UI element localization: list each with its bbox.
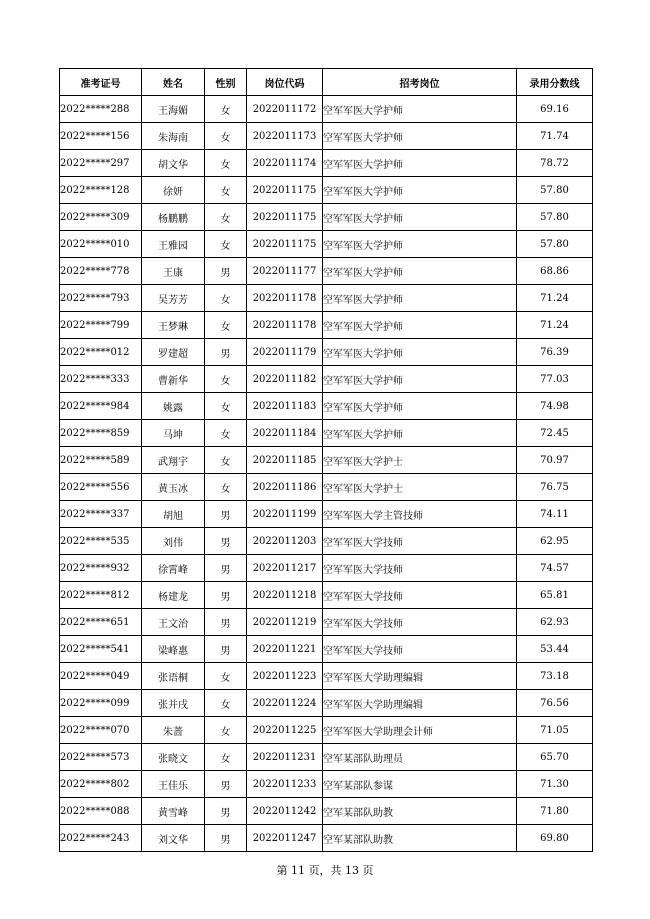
cell-gender: 女 bbox=[205, 96, 247, 123]
cell-name: 徐霄峰 bbox=[142, 555, 205, 582]
cell-post: 空军某部队助教 bbox=[323, 825, 517, 852]
cell-exam-id: 2022*****012 bbox=[60, 339, 142, 366]
cell-name: 王佳乐 bbox=[142, 771, 205, 798]
cell-score: 71.24 bbox=[517, 285, 593, 312]
cell-gender: 男 bbox=[205, 636, 247, 663]
table-row bbox=[60, 312, 593, 339]
cell-exam-id: 2022*****778 bbox=[60, 258, 142, 285]
table-row bbox=[60, 285, 593, 312]
cell-post-code: 2022011178 bbox=[247, 285, 323, 312]
cell-exam-id: 2022*****128 bbox=[60, 177, 142, 204]
cell-post-code: 2022011223 bbox=[247, 663, 323, 690]
cell-score: 57.80 bbox=[517, 231, 593, 258]
cell-gender: 男 bbox=[205, 555, 247, 582]
cell-score: 74.98 bbox=[517, 393, 593, 420]
cell-name: 张晓文 bbox=[142, 744, 205, 771]
cell-post: 空军军医大学护师 bbox=[323, 96, 517, 123]
table-row bbox=[60, 825, 593, 852]
cell-name: 曹新华 bbox=[142, 366, 205, 393]
cell-gender: 男 bbox=[205, 609, 247, 636]
cell-score: 71.05 bbox=[517, 717, 593, 744]
cell-exam-id: 2022*****309 bbox=[60, 204, 142, 231]
table-row bbox=[60, 366, 593, 393]
cell-post: 空军某部队参谋 bbox=[323, 771, 517, 798]
cell-gender: 男 bbox=[205, 771, 247, 798]
cell-name: 张语桐 bbox=[142, 663, 205, 690]
cell-gender: 女 bbox=[205, 285, 247, 312]
table-row bbox=[60, 582, 593, 609]
cell-score: 57.80 bbox=[517, 177, 593, 204]
cell-score: 72.45 bbox=[517, 420, 593, 447]
cell-post: 空军军医大学护师 bbox=[323, 123, 517, 150]
cell-score: 71.24 bbox=[517, 312, 593, 339]
cell-exam-id: 2022*****070 bbox=[60, 717, 142, 744]
cell-name: 胡文华 bbox=[142, 150, 205, 177]
cell-gender: 女 bbox=[205, 204, 247, 231]
cell-exam-id: 2022*****535 bbox=[60, 528, 142, 555]
cell-score: 73.18 bbox=[517, 663, 593, 690]
header-post-code: 岗位代码 bbox=[247, 69, 323, 96]
cell-gender: 女 bbox=[205, 663, 247, 690]
cell-name: 朱海南 bbox=[142, 123, 205, 150]
cell-name: 吴芳芳 bbox=[142, 285, 205, 312]
cell-exam-id: 2022*****799 bbox=[60, 312, 142, 339]
admission-table bbox=[59, 68, 593, 852]
table-row bbox=[60, 636, 593, 663]
cell-post-code: 2022011174 bbox=[247, 150, 323, 177]
cell-exam-id: 2022*****049 bbox=[60, 663, 142, 690]
cell-post: 空军军医大学护师 bbox=[323, 312, 517, 339]
cell-post: 空军军医大学主管技师 bbox=[323, 501, 517, 528]
cell-score: 70.97 bbox=[517, 447, 593, 474]
cell-gender: 女 bbox=[205, 420, 247, 447]
cell-score: 77.03 bbox=[517, 366, 593, 393]
table-row bbox=[60, 501, 593, 528]
cell-post: 空军军医大学护师 bbox=[323, 339, 517, 366]
cell-exam-id: 2022*****651 bbox=[60, 609, 142, 636]
cell-post: 空军军医大学护士 bbox=[323, 474, 517, 501]
cell-post-code: 2022011203 bbox=[247, 528, 323, 555]
page-number: 第 11 页，共 13 页 bbox=[276, 864, 374, 877]
cell-name: 刘文华 bbox=[142, 825, 205, 852]
cell-name: 杨鹏鹏 bbox=[142, 204, 205, 231]
cell-score: 69.80 bbox=[517, 825, 593, 852]
cell-post-code: 2022011172 bbox=[247, 96, 323, 123]
cell-exam-id: 2022*****812 bbox=[60, 582, 142, 609]
table-row bbox=[60, 123, 593, 150]
cell-exam-id: 2022*****099 bbox=[60, 690, 142, 717]
cell-post-code: 2022011185 bbox=[247, 447, 323, 474]
cell-score: 78.72 bbox=[517, 150, 593, 177]
cell-exam-id: 2022*****088 bbox=[60, 798, 142, 825]
cell-exam-id: 2022*****288 bbox=[60, 96, 142, 123]
cell-post: 空军军医大学护师 bbox=[323, 231, 517, 258]
cell-name: 张并戌 bbox=[142, 690, 205, 717]
cell-exam-id: 2022*****243 bbox=[60, 825, 142, 852]
cell-post: 空军军医大学助理编辑 bbox=[323, 663, 517, 690]
cell-post: 空军军医大学助理会计师 bbox=[323, 717, 517, 744]
cell-score: 65.70 bbox=[517, 744, 593, 771]
cell-post: 空军军医大学护师 bbox=[323, 285, 517, 312]
cell-post-code: 2022011224 bbox=[247, 690, 323, 717]
cell-exam-id: 2022*****010 bbox=[60, 231, 142, 258]
cell-exam-id: 2022*****932 bbox=[60, 555, 142, 582]
cell-gender: 女 bbox=[205, 312, 247, 339]
cell-name: 杨建龙 bbox=[142, 582, 205, 609]
cell-gender: 男 bbox=[205, 528, 247, 555]
cell-post: 空军某部队助教 bbox=[323, 798, 517, 825]
cell-gender: 女 bbox=[205, 474, 247, 501]
cell-name: 姚露 bbox=[142, 393, 205, 420]
cell-post-code: 2022011217 bbox=[247, 555, 323, 582]
cell-post: 空军军医大学技师 bbox=[323, 582, 517, 609]
header-name: 姓名 bbox=[142, 69, 205, 96]
cell-post-code: 2022011175 bbox=[247, 231, 323, 258]
cell-name: 武翔宇 bbox=[142, 447, 205, 474]
table-row bbox=[60, 177, 593, 204]
cell-gender: 男 bbox=[205, 798, 247, 825]
cell-score: 65.81 bbox=[517, 582, 593, 609]
cell-gender: 女 bbox=[205, 447, 247, 474]
cell-gender: 女 bbox=[205, 123, 247, 150]
table-row bbox=[60, 690, 593, 717]
cell-name: 王文治 bbox=[142, 609, 205, 636]
cell-name: 王梦琳 bbox=[142, 312, 205, 339]
table-row bbox=[60, 609, 593, 636]
cell-score: 76.75 bbox=[517, 474, 593, 501]
cell-post: 空军某部队助理员 bbox=[323, 744, 517, 771]
cell-post-code: 2022011184 bbox=[247, 420, 323, 447]
cell-gender: 男 bbox=[205, 339, 247, 366]
cell-gender: 女 bbox=[205, 393, 247, 420]
cell-post: 空军军医大学护师 bbox=[323, 150, 517, 177]
cell-score: 57.80 bbox=[517, 204, 593, 231]
cell-name: 王雅园 bbox=[142, 231, 205, 258]
cell-post-code: 2022011225 bbox=[247, 717, 323, 744]
cell-post: 空军军医大学护师 bbox=[323, 177, 517, 204]
cell-score: 76.56 bbox=[517, 690, 593, 717]
cell-post-code: 2022011183 bbox=[247, 393, 323, 420]
table-row bbox=[60, 717, 593, 744]
cell-post-code: 2022011219 bbox=[247, 609, 323, 636]
cell-score: 71.30 bbox=[517, 771, 593, 798]
cell-name: 罗建超 bbox=[142, 339, 205, 366]
header-exam-id: 准考证号 bbox=[60, 69, 142, 96]
cell-exam-id: 2022*****333 bbox=[60, 366, 142, 393]
cell-post-code: 2022011182 bbox=[247, 366, 323, 393]
table-body bbox=[60, 96, 593, 852]
cell-post: 空军军医大学护师 bbox=[323, 258, 517, 285]
cell-score: 68.86 bbox=[517, 258, 593, 285]
table-row bbox=[60, 474, 593, 501]
table-row bbox=[60, 258, 593, 285]
cell-name: 徐妍 bbox=[142, 177, 205, 204]
header-post: 招考岗位 bbox=[323, 69, 517, 96]
cell-gender: 男 bbox=[205, 582, 247, 609]
cell-post: 空军军医大学护师 bbox=[323, 204, 517, 231]
cell-name: 黄雪峰 bbox=[142, 798, 205, 825]
cell-post: 空军军医大学技师 bbox=[323, 636, 517, 663]
table-row bbox=[60, 771, 593, 798]
cell-post-code: 2022011247 bbox=[247, 825, 323, 852]
cell-post: 空军军医大学护师 bbox=[323, 393, 517, 420]
cell-post-code: 2022011233 bbox=[247, 771, 323, 798]
table-row bbox=[60, 798, 593, 825]
cell-gender: 女 bbox=[205, 150, 247, 177]
cell-name: 王海媚 bbox=[142, 96, 205, 123]
cell-post: 空军军医大学护师 bbox=[323, 366, 517, 393]
header-gender: 性别 bbox=[205, 69, 247, 96]
cell-name: 黄玉冰 bbox=[142, 474, 205, 501]
cell-post: 空军军医大学技师 bbox=[323, 609, 517, 636]
cell-score: 74.57 bbox=[517, 555, 593, 582]
table-row bbox=[60, 150, 593, 177]
cell-post-code: 2022011175 bbox=[247, 177, 323, 204]
cell-name: 王康 bbox=[142, 258, 205, 285]
cell-post-code: 2022011173 bbox=[247, 123, 323, 150]
table-row bbox=[60, 393, 593, 420]
table-row bbox=[60, 339, 593, 366]
cell-post-code: 2022011177 bbox=[247, 258, 323, 285]
cell-score: 74.11 bbox=[517, 501, 593, 528]
table-row bbox=[60, 420, 593, 447]
cell-score: 69.16 bbox=[517, 96, 593, 123]
cell-score: 71.80 bbox=[517, 798, 593, 825]
cell-post: 空军军医大学护士 bbox=[323, 447, 517, 474]
cell-exam-id: 2022*****556 bbox=[60, 474, 142, 501]
cell-gender: 男 bbox=[205, 501, 247, 528]
cell-exam-id: 2022*****793 bbox=[60, 285, 142, 312]
cell-exam-id: 2022*****802 bbox=[60, 771, 142, 798]
cell-name: 胡旭 bbox=[142, 501, 205, 528]
cell-gender: 女 bbox=[205, 231, 247, 258]
cell-score: 62.95 bbox=[517, 528, 593, 555]
cell-exam-id: 2022*****297 bbox=[60, 150, 142, 177]
cell-exam-id: 2022*****589 bbox=[60, 447, 142, 474]
cell-gender: 女 bbox=[205, 177, 247, 204]
cell-post-code: 2022011175 bbox=[247, 204, 323, 231]
table-row bbox=[60, 555, 593, 582]
cell-post-code: 2022011231 bbox=[247, 744, 323, 771]
cell-gender: 男 bbox=[205, 258, 247, 285]
cell-post-code: 2022011218 bbox=[247, 582, 323, 609]
header-score: 录用分数线 bbox=[517, 69, 593, 96]
cell-exam-id: 2022*****984 bbox=[60, 393, 142, 420]
cell-gender: 女 bbox=[205, 744, 247, 771]
table-row bbox=[60, 663, 593, 690]
table-row bbox=[60, 528, 593, 555]
table-row bbox=[60, 744, 593, 771]
cell-name: 朱蔷 bbox=[142, 717, 205, 744]
cell-post: 空军军医大学助理编辑 bbox=[323, 690, 517, 717]
header-row bbox=[60, 69, 593, 96]
cell-exam-id: 2022*****156 bbox=[60, 123, 142, 150]
cell-exam-id: 2022*****573 bbox=[60, 744, 142, 771]
cell-score: 76.39 bbox=[517, 339, 593, 366]
cell-gender: 男 bbox=[205, 825, 247, 852]
cell-post-code: 2022011178 bbox=[247, 312, 323, 339]
cell-post: 空军军医大学护师 bbox=[323, 420, 517, 447]
table-row bbox=[60, 231, 593, 258]
cell-post-code: 2022011186 bbox=[247, 474, 323, 501]
cell-score: 71.74 bbox=[517, 123, 593, 150]
cell-post-code: 2022011199 bbox=[247, 501, 323, 528]
cell-gender: 女 bbox=[205, 366, 247, 393]
table-row bbox=[60, 204, 593, 231]
cell-gender: 女 bbox=[205, 690, 247, 717]
cell-name: 马坤 bbox=[142, 420, 205, 447]
cell-score: 62.93 bbox=[517, 609, 593, 636]
cell-exam-id: 2022*****337 bbox=[60, 501, 142, 528]
cell-score: 53.44 bbox=[517, 636, 593, 663]
cell-post: 空军军医大学技师 bbox=[323, 555, 517, 582]
table-row bbox=[60, 447, 593, 474]
cell-name: 梁峰惠 bbox=[142, 636, 205, 663]
cell-name: 刘伟 bbox=[142, 528, 205, 555]
cell-exam-id: 2022*****541 bbox=[60, 636, 142, 663]
cell-post-code: 2022011242 bbox=[247, 798, 323, 825]
cell-post-code: 2022011221 bbox=[247, 636, 323, 663]
cell-post-code: 2022011179 bbox=[247, 339, 323, 366]
cell-gender: 女 bbox=[205, 717, 247, 744]
cell-exam-id: 2022*****859 bbox=[60, 420, 142, 447]
cell-post: 空军军医大学技师 bbox=[323, 528, 517, 555]
table-row bbox=[60, 96, 593, 123]
